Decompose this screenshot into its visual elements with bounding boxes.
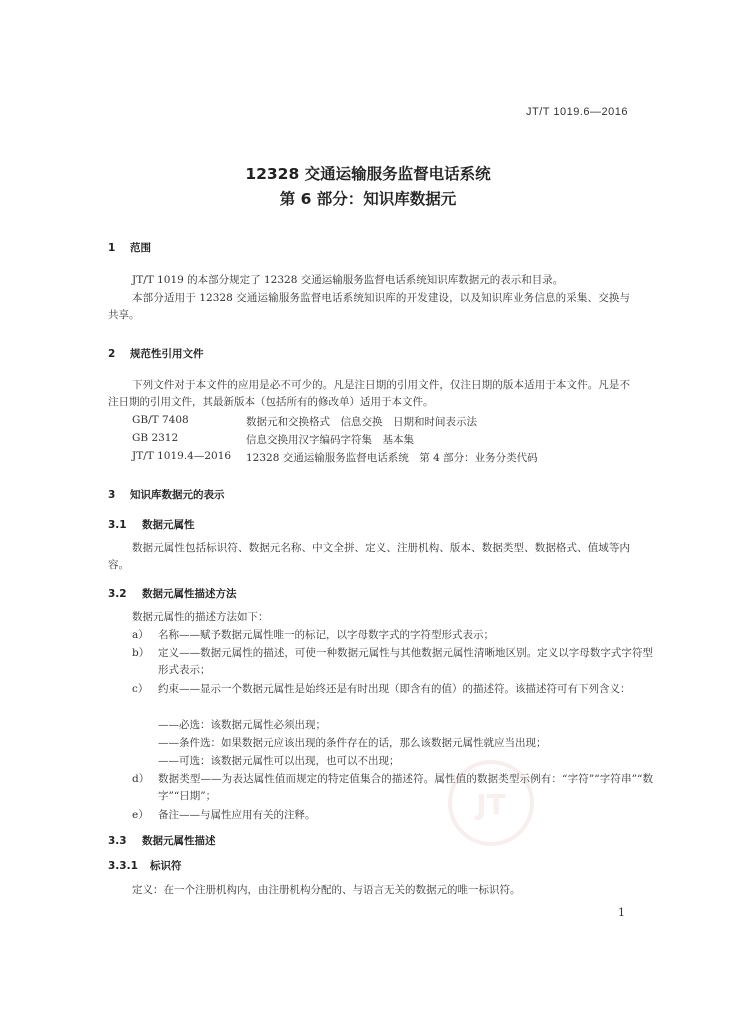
section-number: 3.3.1 <box>108 860 138 872</box>
list-marker: c） <box>132 683 149 695</box>
list-item <box>132 627 630 645</box>
section-3-3-1-heading <box>108 858 182 873</box>
section-number: 3 <box>108 489 116 501</box>
page-number: 1 <box>618 906 625 919</box>
list-marker: a） <box>132 629 149 641</box>
section-2-heading <box>108 346 204 361</box>
list-item <box>132 807 630 825</box>
section-1-para-2: 本部分适用于 12328 交通运输服务监督电话系统知识库的开发建设，以及知识库业务信息的采集、交换与共享。 <box>108 292 630 321</box>
document-title-line1: 12328 交通运输服务监督电话系统 <box>245 165 491 183</box>
list-marker: e） <box>132 809 149 821</box>
list-text: 约束——显示一个数据元属性是始终还是有时出现（即含有的值）的描述符。该描述符可有下列含义： <box>158 683 631 695</box>
list-item <box>132 645 653 681</box>
document-title-line2: 第 6 部分：知识库数据元 <box>279 190 457 208</box>
section-title: 数据元属性描述 <box>142 835 216 847</box>
list-item <box>132 771 653 807</box>
sub-list-item: ——必选：该数据元属性必须出现； <box>158 719 326 731</box>
section-number: 3.1 <box>108 519 127 531</box>
reference-title: 信息交换用汉字编码字符集 基本集 <box>246 434 414 446</box>
section-number: 2 <box>108 348 116 360</box>
sub-list-item: ——条件选：如果数据元应该出现的条件存在的话，那么该数据元属性就应当出现； <box>158 737 547 749</box>
section-3-1-heading <box>108 517 195 532</box>
section-2-para-1: 下列文件对于本文件的应用是必不可少的。凡是注日期的引用文件，仅注日期的版本适用于本文件。凡是不注日期的引用文件，其最新版本（包括所有的修改单）适用于本文件。 <box>108 379 630 408</box>
section-title: 标识符 <box>150 860 182 872</box>
reference-code: GB/T 7408 <box>132 414 189 426</box>
section-3-heading <box>108 487 225 502</box>
section-title: 数据元属性描述方法 <box>142 588 237 600</box>
list-marker: b） <box>132 647 150 659</box>
section-number: 3.3 <box>108 835 127 847</box>
list-item <box>132 681 630 717</box>
reference-title: 数据元和交换格式 信息交换 日期和时间表示法 <box>246 416 477 428</box>
reference-code: GB 2312 <box>132 432 179 444</box>
reference-row <box>132 432 632 448</box>
list-text: 数据类型——为表达属性值而规定的特定值集合的描述符。属性值的数据类型示例有：“字符”“字符串”“数字”“日期”； <box>158 773 653 802</box>
section-3-3-heading <box>108 833 216 848</box>
section-3-2-intro: 数据元属性的描述方法如下： <box>132 611 269 623</box>
section-3-2-heading <box>108 586 237 601</box>
section-title: 规范性引用文件 <box>130 348 204 360</box>
section-1-heading <box>108 240 151 255</box>
list-text: 备注——与属性应用有关的注释。 <box>158 809 316 821</box>
watermark-stamp <box>448 760 534 846</box>
section-number: 3.2 <box>108 588 127 600</box>
reference-row <box>132 414 632 430</box>
reference-row <box>132 450 632 466</box>
section-title: 数据元属性 <box>142 519 195 531</box>
reference-title: 12328 交通运输服务监督电话系统 第 4 部分：业务分类代码 <box>246 452 538 464</box>
standard-code-header: JT/T 1019.6—2016 <box>526 106 628 118</box>
section-3-1-para: 数据元属性包括标识符、数据元名称、中文全拼、定义、注册机构、版本、数据类型、数据格式、值域等内容。 <box>108 542 630 571</box>
sub-list-item: ——可选：该数据元属性可以出现，也可以不出现； <box>158 755 400 767</box>
section-title: 范围 <box>130 242 151 254</box>
list-text: 定义——数据元属性的描述，可使一种数据元属性与其他数据元属性清晰地区别。定义以字母数字式字符型形式表示； <box>158 647 653 676</box>
list-text: 名称——赋予数据元属性唯一的标记，以字母数字式的字符型形式表示； <box>158 629 494 641</box>
list-marker: d） <box>132 773 150 785</box>
section-3-3-1-para: 定义：在一个注册机构内，由注册机构分配的、与语言无关的数据元的唯一标识符。 <box>132 884 521 896</box>
section-1-para-1: JT/T 1019 的本部分规定了 12328 交通运输服务监督电话系统知识库数据元的表示和目录。 <box>132 274 564 286</box>
section-title: 知识库数据元的表示 <box>130 489 225 501</box>
reference-code: JT/T 1019.4—2016 <box>132 450 232 462</box>
section-number: 1 <box>108 242 116 254</box>
watermark-stamp-text: JT <box>476 788 506 821</box>
